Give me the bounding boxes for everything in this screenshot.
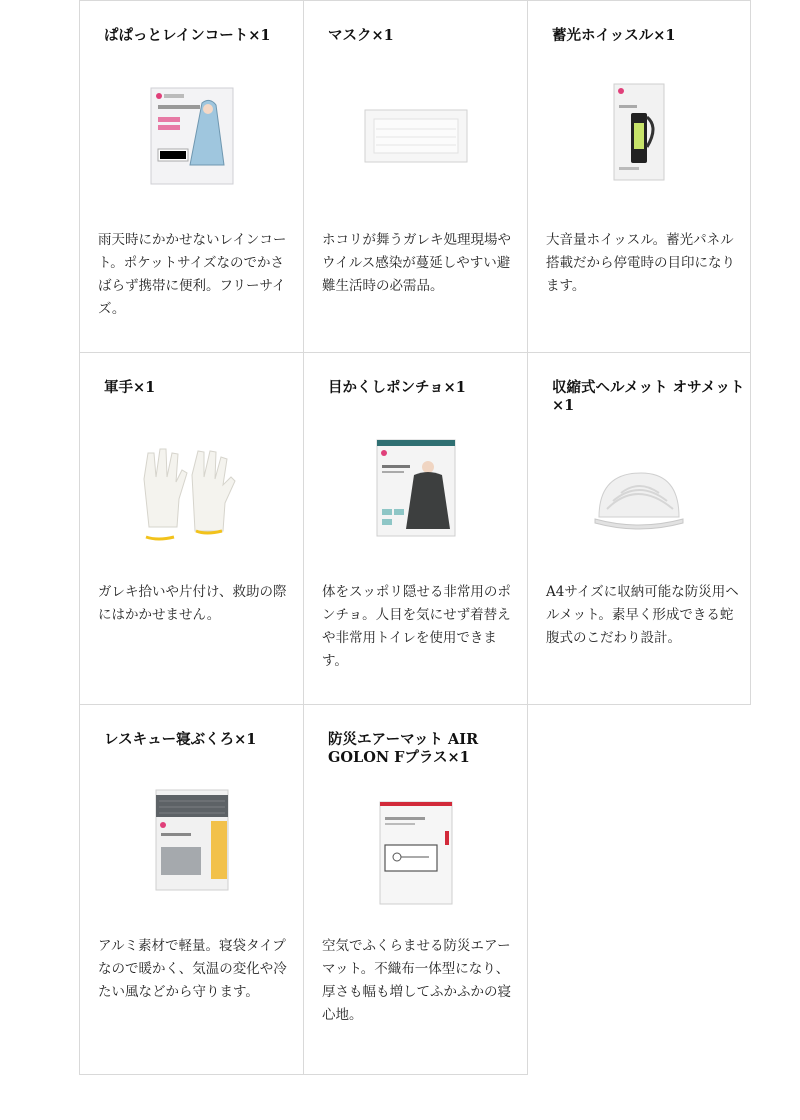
- item-title: 軍手×1: [104, 379, 156, 396]
- mask-image: [364, 109, 468, 163]
- item-title: マスク×1: [328, 27, 394, 44]
- item-description: A4サイズに収納可能な防災用ヘルメット。素早く形成できる蛇腹式のこだわり設計。: [546, 584, 739, 646]
- item-card-whistle: [527, 0, 751, 353]
- item-card-gloves: [79, 352, 304, 705]
- item-description: 体をスッポリ隠せる非常用のポンチョ。人目を気にせず着替えや非常用トイレを使用できます。: [322, 584, 511, 669]
- item-title: ぱぱっとレインコート×1: [104, 27, 271, 44]
- item-card-sleeping-bag: [79, 704, 304, 1075]
- item-title: レスキュー寝ぶくろ×1: [104, 731, 257, 748]
- air-mat-package-image: [379, 801, 453, 905]
- item-title: 目かくしポンチョ×1: [328, 379, 466, 396]
- item-description: ガレキ拾いや片付け、救助の際にはかかせません。: [98, 584, 287, 623]
- item-title: 収縮式ヘルメット オサメット×1: [552, 379, 745, 414]
- item-description: 空気でふくらませる防災エアーマット。不織布一体型になり、厚さも幅も増してふかふかの寝心地。: [322, 938, 511, 1023]
- item-title: 防災エアーマット AIR GOLON Fプラス×1: [328, 731, 479, 766]
- item-description: 大音量ホイッスル。蓄光パネル搭載だから停電時の目印になります。: [546, 232, 735, 294]
- item-card-raincoat: [79, 0, 304, 353]
- folding-helmet-image: [593, 467, 685, 531]
- item-card-helmet: [527, 352, 751, 705]
- item-title: 蓄光ホイッスル×1: [552, 27, 676, 44]
- item-description: 雨天時にかかせないレインコート。ポケットサイズなのでかさばらず携帯に便利。フリーサイズ。: [98, 232, 287, 317]
- sleeping-bag-package-image: [155, 789, 229, 891]
- item-description: アルミ素材で軽量。寝袋タイプなので暖かく、気温の変化や冷たい風などから守ります。: [98, 938, 287, 1000]
- item-description: ホコリが舞うガレキ処理現場やウイルス感染が蔓延しやすい避難生活時の必需品。: [322, 232, 511, 294]
- item-card-mask: [303, 0, 528, 353]
- item-card-poncho: [303, 352, 528, 705]
- item-card-air-mat: [303, 704, 528, 1075]
- raincoat-package-image: [150, 87, 234, 185]
- poncho-package-image: [376, 439, 456, 537]
- work-gloves-image: [136, 445, 248, 543]
- whistle-package-image: [613, 83, 665, 181]
